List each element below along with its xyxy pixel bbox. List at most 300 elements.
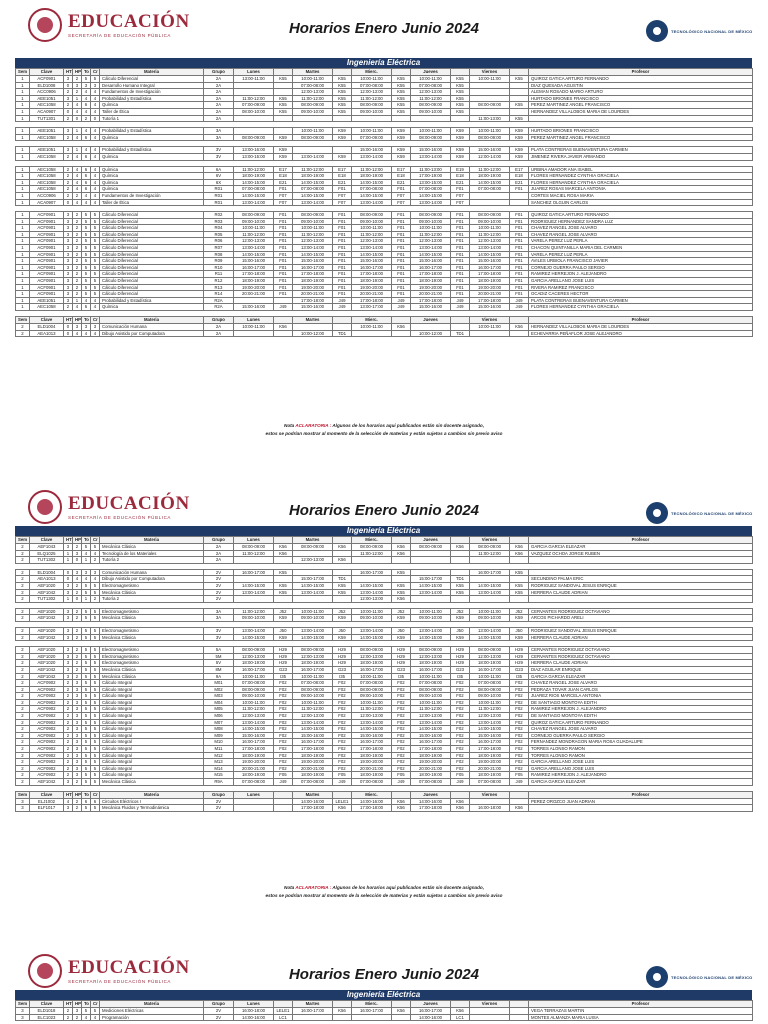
table-cell: AEE1051 <box>30 147 64 154</box>
table-cell: 5M <box>204 653 234 660</box>
table-cell <box>470 95 510 102</box>
table-cell: 5V <box>204 660 234 667</box>
table-cell: Cálculo Integral <box>100 759 204 766</box>
table-cell: GARCIA GARCIA ELEAZAR <box>529 673 753 680</box>
table-cell: ACF0901 <box>30 258 64 265</box>
table-cell: 1 <box>16 102 30 109</box>
table-cell: 3 <box>73 324 82 331</box>
table-row <box>16 608 753 615</box>
table-cell: K59 <box>510 147 529 154</box>
table-cell: 07:00-08:00 <box>352 680 392 687</box>
table-cell: 5 <box>91 608 100 615</box>
table-cell: F02 <box>451 713 470 720</box>
table-row <box>16 798 753 805</box>
table-cell: 5 <box>91 615 100 622</box>
table-row <box>16 634 753 641</box>
table-cell: 2 <box>64 115 73 122</box>
table-cell: F01 <box>392 245 411 252</box>
table-cell: 11:00-12:00 <box>293 231 333 238</box>
table-cell: 1 <box>16 128 30 135</box>
table-cell: Fundamentos de Investigación <box>100 89 204 96</box>
schedule-table <box>15 68 753 337</box>
table-cell: ARCOS PICHARDO ARELI <box>529 615 753 622</box>
table-cell: M15 <box>204 772 234 779</box>
table-cell: 18:00-19:00 <box>411 660 451 667</box>
table-cell: 14:00-15:00 <box>234 726 274 733</box>
table-cell <box>470 108 510 115</box>
column-header: Grupo <box>204 317 234 324</box>
tecnm-label: TECNOLÓGICO NACIONAL DE MÉXICO <box>671 510 753 516</box>
table-cell: J49 <box>333 297 352 304</box>
column-header <box>274 791 293 798</box>
table-cell: 08:00-09:00 <box>470 134 510 141</box>
table-cell: 3 <box>73 719 82 726</box>
table-cell: J49 <box>274 779 293 786</box>
table-cell: 4 <box>73 166 82 173</box>
table-cell: K59 <box>333 153 352 160</box>
table-cell: 4 <box>91 166 100 173</box>
table-cell: Tutoría 2 <box>100 596 204 603</box>
table-cell: 2V <box>204 569 234 576</box>
table-cell: ACA0907 <box>30 199 64 206</box>
table-cell: 14:00-15:00 <box>352 634 392 641</box>
table-cell: QUIROZ GATICA ARTURO FERNANDO <box>529 212 753 219</box>
table-cell: HERRERA CLAUDE ADRIAN <box>529 589 753 596</box>
table-cell: 08:00-09:00 <box>293 212 333 219</box>
table-cell: 2 <box>16 330 30 337</box>
table-cell: J50 <box>451 627 470 634</box>
table-cell: 07:00-09:00 <box>352 134 392 141</box>
table-cell: 5 <box>82 544 91 551</box>
table-cell: 18:00-19:00 <box>352 752 392 759</box>
table-cell: 15:00-16:00 <box>470 258 510 265</box>
table-cell: 2 <box>73 660 82 667</box>
table-cell: 2 <box>16 647 30 654</box>
table-cell: 2 <box>16 660 30 667</box>
table-cell: K59 <box>392 153 411 160</box>
table-cell: F01 <box>392 251 411 258</box>
table-cell: 1 <box>16 258 30 265</box>
table-cell: F01 <box>274 212 293 219</box>
table-cell: 17:00-18:00 <box>293 297 333 304</box>
table-cell <box>392 330 411 337</box>
table-cell: 5 <box>82 264 91 271</box>
table-cell: F01 <box>451 258 470 265</box>
table-cell: ACF0901 <box>30 271 64 278</box>
table-cell: ACF0901 <box>30 225 64 232</box>
table-cell: M13 <box>204 759 234 766</box>
table-cell: K56 <box>274 550 293 557</box>
table-cell: 14:00-15:00 <box>470 582 510 589</box>
table-cell: AEC1058 <box>30 153 64 160</box>
table-cell: ACF0901 <box>30 284 64 291</box>
table-cell: F02 <box>510 732 529 739</box>
table-cell: I35 <box>392 673 411 680</box>
table-cell <box>274 576 293 583</box>
table-row <box>16 304 753 311</box>
table-cell: F01 <box>274 225 293 232</box>
table-cell <box>392 576 411 583</box>
table-row <box>16 582 753 589</box>
table-cell: F01 <box>274 251 293 258</box>
table-cell: R12 <box>204 278 234 285</box>
table-cell: 17:00-18:00 <box>470 297 510 304</box>
table-cell: 5 <box>91 1008 100 1015</box>
table-cell: VEGA TERRAZAS MARTIN <box>529 1008 753 1015</box>
table-cell: 5 <box>91 76 100 83</box>
table-cell: Cálculo Diferencial <box>100 271 204 278</box>
program-bar: Ingeniería Eléctrica <box>15 990 752 1000</box>
table-cell: Cálculo Integral <box>100 765 204 772</box>
table-cell: 18:00-19:00 <box>470 173 510 180</box>
table-cell: Circuitos Eléctricos I <box>100 798 204 805</box>
table-cell: M01 <box>204 680 234 687</box>
table-cell: 3 <box>64 544 73 551</box>
table-cell: 14:00-15:00 <box>411 726 451 733</box>
table-cell: 4 <box>91 95 100 102</box>
table-cell: 14:00-15:00 <box>411 251 451 258</box>
table-cell: K59 <box>510 615 529 622</box>
table-cell: 3 <box>73 752 82 759</box>
table-cell: 15:00-16:00 <box>470 732 510 739</box>
table-row <box>16 589 753 596</box>
table-cell <box>510 108 529 115</box>
table-cell: 07:00-08:00 <box>470 779 510 786</box>
table-cell: 2 <box>73 212 82 219</box>
table-cell: 4 <box>73 186 82 193</box>
table-cell: 10:00-11:00 <box>352 608 392 615</box>
table-cell: 14:00-16:00 <box>411 1014 451 1021</box>
table-cell: 11:00-12:00 <box>470 706 510 713</box>
table-cell: K59 <box>333 128 352 135</box>
table-cell: HERNANDEZ VILLALOBOS MARIA DE LOURDES <box>529 324 753 331</box>
table-cell: Cálculo Diferencial <box>100 76 204 83</box>
table-cell: 20:00-21:00 <box>470 291 510 298</box>
table-cell: F01 <box>333 212 352 219</box>
table-cell: F02 <box>333 732 352 739</box>
table-cell: F01 <box>451 238 470 245</box>
table-cell: 3 <box>73 693 82 700</box>
table-cell: 5 <box>82 582 91 589</box>
table-cell: 07:00-08:00 <box>293 779 333 786</box>
table-cell: Programación <box>100 1014 204 1021</box>
table-cell: 2 <box>73 589 82 596</box>
table-cell: Cálculo Diferencial <box>100 258 204 265</box>
table-cell: LELE1 <box>274 1008 293 1015</box>
table-cell: 5 <box>91 245 100 252</box>
table-cell: RODRIGUEZ SANDOVAL JESUS ENRIQUE <box>529 582 753 589</box>
table-row <box>16 258 753 265</box>
table-cell <box>510 1014 529 1021</box>
table-cell: F02 <box>392 686 411 693</box>
table-cell: 14:00-15:00 <box>470 179 510 186</box>
table-cell: 16:00-17:00 <box>234 666 274 673</box>
table-cell <box>411 569 451 576</box>
table-cell: K55 <box>392 569 411 576</box>
table-cell: 4 <box>73 179 82 186</box>
table-cell: AEF1020 <box>30 660 64 667</box>
table-cell: 14:00-15:00 <box>293 634 333 641</box>
table-cell: K56 <box>451 544 470 551</box>
table-cell: J52 <box>274 608 293 615</box>
table-cell: 5 <box>82 218 91 225</box>
disclaimer-note <box>0 422 768 438</box>
table-cell: 3 <box>64 271 73 278</box>
table-cell: 5 <box>91 218 100 225</box>
column-header: Sem <box>16 317 30 324</box>
table-cell: ACF0902 <box>30 759 64 766</box>
note-prefix: Nota <box>284 885 295 890</box>
table-cell: 6 <box>82 304 91 311</box>
table-cell: 2 <box>16 693 30 700</box>
table-cell: TD1 <box>451 576 470 583</box>
table-cell: 3 <box>73 686 82 693</box>
table-cell: 5 <box>91 647 100 654</box>
table-row <box>16 82 753 89</box>
table-cell: 10:00-11:00 <box>411 76 451 83</box>
table-cell: H29 <box>510 653 529 660</box>
table-cell: M11 <box>204 746 234 753</box>
table-cell: Mecánica Clásica <box>100 544 204 551</box>
table-cell: PLATA CONTRERAS BUENAVENTURA CARMEN <box>529 297 753 304</box>
table-cell: R02 <box>204 212 234 219</box>
table-cell: 12:00-13:00 <box>293 238 333 245</box>
table-cell: 6 <box>82 102 91 109</box>
table-cell: F01 <box>333 231 352 238</box>
table-cell: F05 <box>392 772 411 779</box>
table-cell: 5 <box>91 693 100 700</box>
table-cell: H29 <box>451 647 470 654</box>
table-cell: 14:00-16:00 <box>293 798 333 805</box>
column-header: HP <box>73 537 82 544</box>
table-cell: HERRERA CLAUDE ADRIAN <box>529 660 753 667</box>
table-cell: K59 <box>451 615 470 622</box>
table-cell: Electromagnetismo <box>100 653 204 660</box>
column-header: Viernes <box>470 69 510 76</box>
table-cell <box>392 1014 411 1021</box>
table-cell: 2 <box>64 732 73 739</box>
column-header: Martes <box>293 317 333 324</box>
table-cell: 2 <box>73 258 82 265</box>
table-cell: 5 <box>91 719 100 726</box>
column-header <box>274 1001 293 1008</box>
table-cell <box>470 330 510 337</box>
table-cell: F01 <box>333 218 352 225</box>
table-cell: 13:00-14:00 <box>470 589 510 596</box>
table-cell: 14:00-15:00 <box>411 192 451 199</box>
table-cell: F02 <box>392 699 411 706</box>
table-cell: 11:00-12:00 <box>234 95 274 102</box>
table-cell: 11:00-12:00 <box>293 95 333 102</box>
table-cell: 3 <box>16 1014 30 1021</box>
table-cell: 14:00-15:00 <box>352 726 392 733</box>
table-cell <box>510 1008 529 1015</box>
table-cell: 2A <box>204 330 234 337</box>
table-cell: H29 <box>392 647 411 654</box>
table-cell: AEF1020 <box>30 608 64 615</box>
table-cell: 12:00-13:00 <box>234 653 274 660</box>
table-cell: K56 <box>392 544 411 551</box>
table-cell: F01 <box>392 278 411 285</box>
table-cell: 4 <box>91 108 100 115</box>
table-cell: Cálculo Integral <box>100 699 204 706</box>
table-cell: K55 <box>392 108 411 115</box>
table-cell: 5 <box>91 284 100 291</box>
table-cell: Comunicación Humana <box>100 569 204 576</box>
table-cell: 1 <box>73 95 82 102</box>
table-cell: 18:00-19:00 <box>352 278 392 285</box>
table-cell: Química <box>100 304 204 311</box>
table-cell: 08:00-09:00 <box>234 134 274 141</box>
table-cell <box>470 1014 510 1021</box>
table-cell: J49 <box>451 297 470 304</box>
table-cell: F02 <box>451 693 470 700</box>
table-cell: G23 <box>392 666 411 673</box>
table-row <box>16 666 753 673</box>
table-cell: 17:00-18:00 <box>234 746 274 753</box>
table-cell: 19:00-20:00 <box>470 284 510 291</box>
note-prefix: Nota <box>284 423 295 428</box>
table-cell: 3V <box>204 627 234 634</box>
table-cell: 19:00-20:00 <box>352 284 392 291</box>
table-cell: J49 <box>451 779 470 786</box>
table-row <box>16 134 753 141</box>
table-cell: 3 <box>91 324 100 331</box>
table-cell: 5 <box>82 706 91 713</box>
table-cell: 08:00-09:00 <box>352 544 392 551</box>
table-cell: 0 <box>64 324 73 331</box>
table-cell: F02 <box>451 706 470 713</box>
table-cell: 09:00-10:00 <box>234 693 274 700</box>
note-aclaratoria: ACLARATORIA : <box>295 885 332 890</box>
table-cell: 11:00-12:00 <box>352 95 392 102</box>
column-header <box>333 537 352 544</box>
table-cell: 2A <box>204 82 234 89</box>
table-cell <box>352 115 392 122</box>
column-header: Jueves <box>411 317 451 324</box>
table-cell: 2 <box>73 608 82 615</box>
table-cell <box>510 576 529 583</box>
table-cell: 13:00-14:00 <box>352 245 392 252</box>
table-cell: 5 <box>82 251 91 258</box>
table-cell: 2V <box>204 805 234 812</box>
column-header: Materia <box>100 791 204 798</box>
table-cell: 18:00-19:00 <box>352 772 392 779</box>
table-cell: F07 <box>392 199 411 206</box>
table-row <box>16 153 753 160</box>
column-header: Viernes <box>470 537 510 544</box>
table-cell: VAZQUEZ OCHOA JORGE RUBEN <box>529 550 753 557</box>
table-cell: 09:00-10:00 <box>411 693 451 700</box>
table-cell: 2V <box>204 576 234 583</box>
table-cell <box>470 798 510 805</box>
document-title: Horarios Enero Junio 2024 <box>288 20 480 37</box>
table-cell: Cálculo Integral <box>100 726 204 733</box>
table-cell: 4 <box>91 550 100 557</box>
table-cell: 15:00-17:00 <box>293 576 333 583</box>
table-cell: F02 <box>392 693 411 700</box>
table-cell: K55 <box>333 89 352 96</box>
table-cell: 1 <box>16 271 30 278</box>
table-cell: F01 <box>451 264 470 271</box>
table-cell: E17 <box>274 166 293 173</box>
table-cell: 3 <box>64 615 73 622</box>
table-cell: I35 <box>333 673 352 680</box>
table-cell: 09:00-10:00 <box>352 218 392 225</box>
table-cell: AEF1020 <box>30 653 64 660</box>
table-cell: 09:00-10:00 <box>411 218 451 225</box>
table-cell: TORRES ALONSO RAMON <box>529 746 753 753</box>
table-cell: AEF1042 <box>30 666 64 673</box>
table-cell: E17 <box>510 166 529 173</box>
table-row <box>16 212 753 219</box>
table-cell: ACF0901 <box>30 251 64 258</box>
document-title: Horarios Enero Junio 2024 <box>288 502 480 519</box>
table-cell <box>352 576 392 583</box>
table-cell: 4 <box>82 95 91 102</box>
table-cell <box>451 324 470 331</box>
table-cell: 1 <box>73 297 82 304</box>
table-cell: F01 <box>510 258 529 265</box>
table-cell: R10 <box>204 264 234 271</box>
table-cell: F02 <box>451 752 470 759</box>
table-cell: 2 <box>73 634 82 641</box>
column-header: Martes <box>293 69 333 76</box>
table-cell: Cálculo Diferencial <box>100 291 204 298</box>
table-cell <box>293 596 333 603</box>
table-cell: 10:00-11:00 <box>411 699 451 706</box>
table-cell: J52 <box>451 608 470 615</box>
table-cell: F02 <box>274 719 293 726</box>
table-cell: 12:00-13:00 <box>293 713 333 720</box>
table-cell: 17:00-18:00 <box>293 805 333 812</box>
table-cell: 14:00-15:00 <box>470 251 510 258</box>
table-cell <box>274 330 293 337</box>
table-cell: VARELA PEREZ LUZ PERLA <box>529 251 753 258</box>
table-cell <box>333 1014 352 1021</box>
table-cell: 14:00-16:00 <box>234 1014 274 1021</box>
table-cell: 8M <box>204 666 234 673</box>
table-cell: 1 <box>16 225 30 232</box>
column-header <box>392 791 411 798</box>
table-cell: 5 <box>82 673 91 680</box>
table-cell: 18:00-19:00 <box>352 660 392 667</box>
column-header: Mierc. <box>352 791 392 798</box>
table-cell: E19 <box>451 166 470 173</box>
table-cell: 17:00-18:00 <box>293 746 333 753</box>
table-cell: F02 <box>451 765 470 772</box>
table-cell: 4 <box>91 173 100 180</box>
table-cell <box>333 324 352 331</box>
table-cell <box>234 128 274 135</box>
column-header-row <box>16 1001 753 1008</box>
table-cell: DIAZ AGUILAR ENRIQUE <box>529 666 753 673</box>
table-row <box>16 147 753 154</box>
table-cell: 15:00-16:00 <box>293 732 333 739</box>
table-cell: 11:00-12:00 <box>470 550 510 557</box>
table-cell: 07:00-08:00 <box>352 82 392 89</box>
table-cell: Electromagnetismo <box>100 660 204 667</box>
table-cell: K59 <box>451 128 470 135</box>
column-header: Mierc. <box>352 537 392 544</box>
table-cell: F01 <box>274 218 293 225</box>
table-cell: F02 <box>510 693 529 700</box>
table-cell: FLORES HERNANDEZ CYNTHIA GRACIELA <box>529 179 753 186</box>
table-cell: 2V <box>204 589 234 596</box>
column-header <box>392 317 411 324</box>
table-cell: 5 <box>82 212 91 219</box>
table-cell: ACF0902 <box>30 713 64 720</box>
